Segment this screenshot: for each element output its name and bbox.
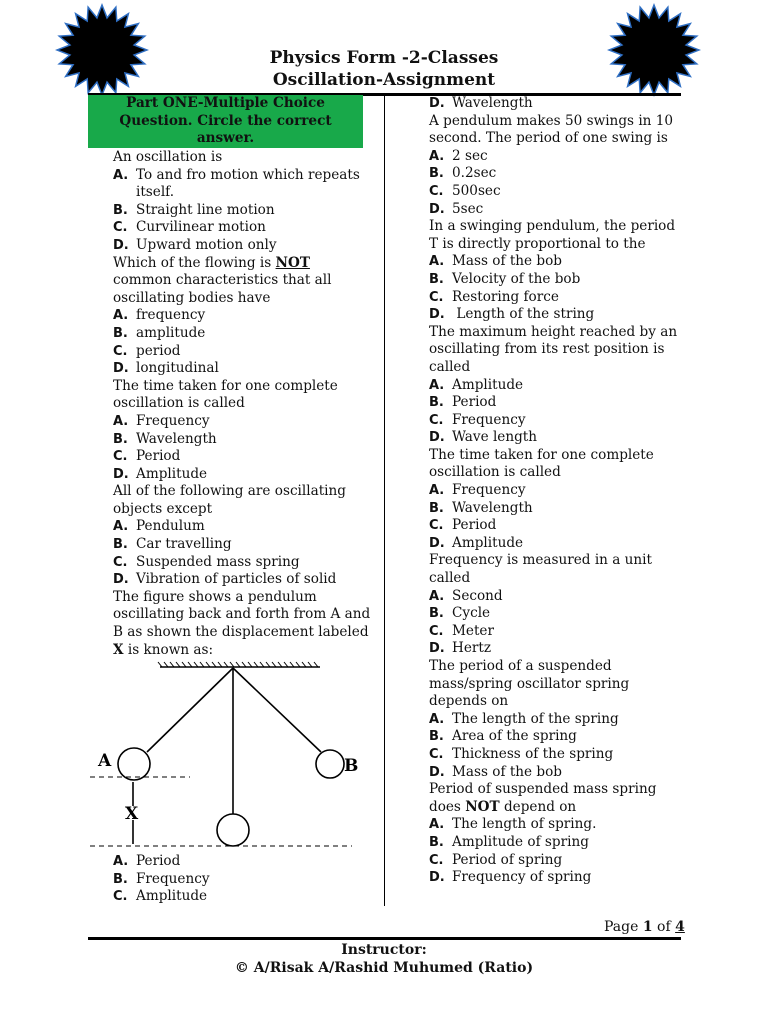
option-text: Car travelling — [136, 536, 232, 553]
option-text: 500sec — [452, 182, 501, 199]
question-stem: common characteristics that all — [113, 272, 332, 289]
option-d[interactable] — [113, 571, 383, 589]
question-stem: The time taken for one complete — [429, 446, 654, 463]
option-d[interactable] — [429, 764, 684, 782]
option-letter: B. — [429, 834, 444, 850]
option-letter: B. — [429, 395, 444, 411]
x-label-ref: X — [113, 641, 124, 658]
option-d[interactable] — [113, 466, 383, 484]
option-b[interactable] — [429, 605, 684, 623]
option-a[interactable] — [429, 588, 684, 606]
label-x: X — [125, 804, 139, 824]
option-b[interactable] — [113, 202, 383, 220]
not-emphasis: NOT — [465, 798, 500, 815]
option-letter: A. — [113, 308, 129, 324]
option-letter: B. — [429, 606, 444, 622]
option-d[interactable] — [429, 429, 684, 447]
question-stem — [429, 799, 684, 817]
option-text: The length of spring. — [452, 816, 597, 833]
option-a[interactable] — [429, 253, 684, 271]
question-stem: Period of suspended mass spring — [429, 781, 657, 798]
option-b[interactable] — [429, 394, 684, 412]
option-letter: C. — [429, 852, 444, 868]
option-letter: B. — [429, 729, 444, 745]
option-b[interactable] — [429, 271, 684, 289]
option-letter: B. — [429, 271, 444, 287]
option-d[interactable] — [429, 306, 684, 324]
stem-text: is known as: — [123, 641, 214, 658]
option-text: Wavelength — [136, 430, 217, 447]
question-stem — [113, 255, 383, 273]
option-letter: A. — [113, 167, 129, 183]
option-letter: A. — [429, 817, 445, 833]
option-text: Amplitude — [136, 465, 208, 482]
option-text: Wave length — [452, 429, 538, 446]
question-stem: mass/spring oscillator spring — [429, 675, 630, 692]
question-stem: The figure shows a pendulum — [113, 588, 317, 605]
option-b[interactable] — [113, 871, 210, 889]
question-stem: T is directly proportional to the — [429, 235, 646, 252]
option-text: Period of spring — [452, 851, 563, 868]
option-c[interactable] — [113, 343, 383, 361]
page-word: Page — [604, 919, 643, 935]
option-c[interactable] — [429, 852, 684, 870]
option-c[interactable] — [429, 517, 684, 535]
option-letter: B. — [113, 325, 128, 341]
option-letter: C. — [113, 554, 128, 570]
option-a[interactable] — [113, 167, 383, 185]
option-letter: C. — [429, 746, 444, 762]
label-b: B — [344, 756, 359, 776]
option-text: Suspended mass spring — [136, 553, 300, 570]
question-stem: objects except — [113, 500, 213, 517]
not-emphasis: NOT — [275, 254, 310, 271]
option-letter: C. — [113, 220, 128, 236]
question-stem: oscillating bodies have — [113, 289, 271, 306]
option-d[interactable] — [429, 535, 684, 553]
option-letter: D. — [429, 307, 445, 323]
question-stem: second. The period of one swing is — [429, 130, 668, 147]
option-letter: B. — [113, 431, 128, 447]
option-text: The length of the spring — [452, 710, 619, 727]
option-letter: C. — [429, 518, 444, 534]
left-column — [113, 149, 383, 659]
option-letter: D. — [113, 466, 129, 482]
option-text: Pendulum — [136, 518, 205, 535]
option-letter: C. — [429, 183, 444, 199]
option-d[interactable] — [429, 869, 684, 887]
option-text-continued: itself. — [136, 184, 175, 201]
right-column — [429, 95, 684, 887]
option-letter: B. — [429, 500, 444, 516]
question-stem: The maximum height reached by an — [429, 323, 678, 340]
option-letter: A. — [429, 588, 445, 604]
option-text: Velocity of the bob — [452, 270, 581, 287]
question-stem: oscillation is called — [113, 395, 245, 412]
option-text: Frequency — [452, 411, 526, 428]
footer-rule — [88, 937, 681, 940]
option-text: Mass of the bob — [452, 763, 563, 780]
option-d[interactable] — [429, 640, 684, 658]
pendulum-figure — [90, 660, 360, 856]
option-d[interactable] — [429, 95, 684, 113]
option-letter: C. — [429, 623, 444, 639]
page-of-word: of — [652, 919, 676, 935]
option-c[interactable] — [113, 448, 383, 466]
page-current: 1 — [642, 919, 653, 935]
option-c[interactable] — [429, 183, 684, 201]
column-divider — [384, 96, 385, 906]
option-letter: D. — [429, 641, 445, 657]
option-text: Length of the string — [452, 306, 595, 323]
option-text: Frequency — [452, 482, 526, 499]
option-text: Frequency — [136, 412, 210, 429]
question-stem: An oscillation is — [113, 149, 223, 165]
stem-text: Which of the flowing is — [113, 254, 276, 271]
option-letter: D. — [113, 572, 129, 588]
label-a: A — [98, 751, 112, 771]
option-text: Wavelength — [452, 499, 533, 516]
option-text: Period — [452, 394, 497, 411]
option-text: Thickness of the spring — [452, 745, 614, 762]
option-text: Period — [136, 448, 181, 465]
option-letter: D. — [429, 764, 445, 780]
option-text: To and fro motion which repeats — [136, 166, 360, 183]
option-text: Frequency of spring — [452, 869, 592, 886]
option-text: Period — [136, 853, 181, 869]
question-stem: oscillating back and forth from A and — [113, 606, 371, 623]
option-text: frequency — [136, 307, 206, 324]
option-text: Period — [452, 517, 497, 534]
option-letter: A. — [113, 519, 129, 535]
option-letter: B. — [113, 871, 128, 887]
option-a[interactable] — [429, 816, 684, 834]
option-a[interactable] — [429, 148, 684, 166]
option-letter: B. — [429, 166, 444, 182]
option-a[interactable] — [429, 711, 684, 729]
option-a[interactable] — [429, 482, 684, 500]
question-stem: A pendulum makes 50 swings in 10 — [429, 112, 674, 129]
option-text: 2 sec — [452, 147, 488, 164]
option-text: Wavelength — [452, 95, 533, 111]
option-c[interactable] — [429, 412, 684, 430]
part-heading-line: answer. — [196, 130, 255, 147]
option-c[interactable] — [429, 746, 684, 764]
page-total: 4 — [675, 919, 685, 935]
option-letter: B. — [113, 537, 128, 553]
option-a[interactable] — [113, 307, 383, 325]
option-letter: A. — [429, 483, 445, 499]
option-text: Upward motion only — [136, 236, 277, 253]
option-letter: A. — [429, 148, 445, 164]
option-letter: D. — [429, 870, 445, 886]
option-letter: D. — [429, 535, 445, 551]
left-column-after-figure — [113, 853, 210, 906]
option-c[interactable] — [429, 623, 684, 641]
instructor-label: Instructor: — [341, 942, 427, 958]
option-a[interactable] — [113, 853, 210, 871]
option-text: Mass of the bob — [452, 253, 563, 270]
document-subtitle: Oscillation-Assignment — [272, 70, 496, 90]
option-d[interactable] — [429, 201, 684, 219]
option-text: Amplitude of spring — [452, 833, 589, 850]
option-letter: D. — [113, 361, 129, 377]
option-text: Frequency — [136, 870, 210, 887]
question-stem — [113, 642, 383, 660]
option-text: Restoring force — [452, 288, 559, 305]
question-stem: Frequency is measured in a unit — [429, 552, 652, 569]
stem-text: does — [429, 798, 466, 815]
option-d[interactable] — [113, 360, 383, 378]
option-b[interactable] — [429, 834, 684, 852]
option-text: 0.2sec — [452, 165, 497, 182]
option-c[interactable] — [113, 554, 383, 572]
option-text: Cycle — [452, 605, 491, 622]
option-letter: C. — [429, 412, 444, 428]
option-letter: A. — [429, 377, 445, 393]
option-letter: C. — [113, 889, 128, 905]
option-letter: A. — [113, 413, 129, 429]
question-stem: All of the following are oscillating — [113, 483, 346, 500]
option-b[interactable] — [113, 431, 383, 449]
option-letter: A. — [429, 254, 445, 270]
stem-text: depend on — [499, 798, 577, 815]
option-text: 5sec — [452, 200, 484, 217]
question-stem: depends on — [429, 693, 509, 710]
option-text: Amplitude — [136, 888, 208, 905]
option-text: Hertz — [452, 640, 492, 657]
question-stem: oscillation is called — [429, 464, 561, 481]
option-b[interactable] — [429, 500, 684, 518]
option-c[interactable] — [429, 289, 684, 307]
option-letter: D. — [113, 237, 129, 253]
part-one-heading — [88, 95, 363, 148]
option-text: amplitude — [136, 324, 206, 341]
option-letter: C. — [113, 449, 128, 465]
option-text: longitudinal — [136, 360, 219, 377]
question-stem: oscillating from its rest position is — [429, 341, 665, 358]
option-letter: A. — [113, 854, 129, 869]
option-a[interactable] — [113, 518, 383, 536]
option-text: Second — [452, 587, 503, 604]
option-b[interactable] — [113, 325, 383, 343]
question-stem: B as shown the displacement labeled — [113, 624, 369, 641]
option-c[interactable] — [113, 888, 210, 906]
option-c[interactable] — [113, 219, 383, 237]
question-stem: The period of a suspended — [429, 658, 612, 674]
option-text: Straight line motion — [136, 201, 275, 218]
question-stem: The time taken for one complete — [113, 377, 338, 394]
option-text: Amplitude — [452, 534, 524, 551]
option-text: Meter — [452, 622, 494, 639]
option-letter: C. — [429, 289, 444, 305]
option-letter: B. — [113, 202, 128, 218]
option-b[interactable] — [113, 536, 383, 554]
option-letter: D. — [429, 201, 445, 217]
option-letter: D. — [429, 430, 445, 446]
option-letter: A. — [429, 711, 445, 727]
option-a[interactable] — [113, 413, 383, 431]
question-stem: In a swinging pendulum, the period — [429, 218, 676, 235]
option-d[interactable] — [113, 237, 383, 255]
option-b[interactable] — [429, 165, 684, 183]
question-stem: called — [429, 358, 471, 375]
part-heading-line: Question. Circle the correct — [119, 112, 332, 129]
option-text: period — [136, 342, 181, 359]
option-text: Curvilinear motion — [136, 219, 266, 236]
option-text: Amplitude — [452, 376, 524, 393]
option-a[interactable] — [429, 377, 684, 395]
document-title: Physics Form -2-Classes — [269, 48, 499, 68]
option-b[interactable] — [429, 728, 684, 746]
option-letter: D. — [429, 96, 445, 111]
question-stem: called — [429, 570, 471, 587]
option-text: Vibration of particles of solid — [136, 571, 337, 588]
credit-line: © A/Risak A/Rashid Muhumed (Ratio) — [234, 960, 534, 976]
option-text: Area of the spring — [452, 728, 577, 745]
part-heading-line: Part ONE-Multiple Choice — [126, 95, 325, 111]
page-number — [604, 919, 685, 935]
option-letter: C. — [113, 343, 128, 359]
